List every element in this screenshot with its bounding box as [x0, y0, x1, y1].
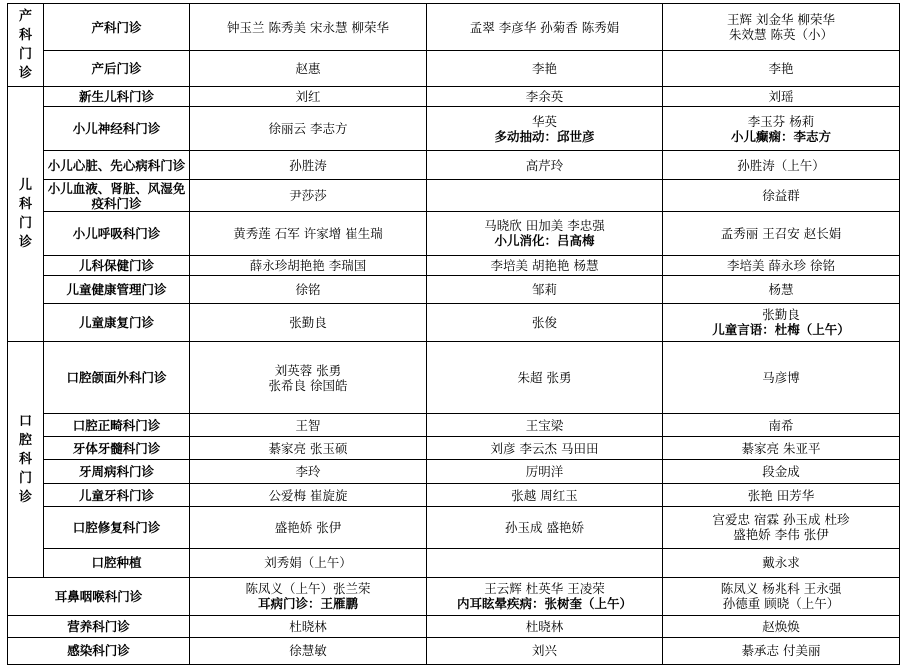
- doctor-cell-col2: [427, 615, 663, 637]
- doctor-cell-col1: [190, 637, 427, 664]
- table-row: [8, 414, 900, 437]
- doctor-line: 杜晓林: [525, 618, 564, 634]
- doctor-line: [429, 129, 660, 144]
- doctor-line: [429, 596, 660, 611]
- doctor-line: 孙德重 顾晓（上午）: [722, 596, 840, 612]
- doctor-line: 刘英蓉 张勇: [274, 362, 342, 378]
- doctor-cell-col2: [427, 211, 663, 255]
- doctor-cell-col2: [427, 107, 663, 151]
- table-row: [8, 637, 900, 664]
- doctor-line: 张希良 徐国皓: [268, 377, 348, 393]
- clinic-name: 儿童健康管理门诊: [44, 275, 190, 303]
- table-row: [8, 4, 900, 51]
- table-row: [8, 437, 900, 460]
- doctor-cell-col1: [190, 414, 427, 437]
- doctor-cell-col3: [663, 577, 900, 615]
- sub-clinic-doctors: 吕高梅: [557, 233, 595, 249]
- doctor-cell-col1: [190, 303, 427, 341]
- doctor-cell-col2: [427, 414, 663, 437]
- sub-clinic-doctors: 邱世彦: [557, 128, 595, 144]
- clinic-name: 新生儿科门诊: [44, 87, 190, 107]
- doctor-cell-col2: [427, 548, 663, 577]
- doctor-line: 綦家亮 朱亚平: [741, 440, 821, 456]
- doctor-cell-col2: [427, 460, 663, 484]
- table-row: [8, 87, 900, 107]
- doctor-cell-col2: [427, 87, 663, 107]
- doctor-cell-col1: [190, 507, 427, 548]
- clinic-name: 口腔种植: [44, 548, 190, 577]
- doctor-line: 刘兴: [531, 643, 557, 659]
- doctor-line: 朱效慧 陈英（小）: [729, 27, 833, 43]
- doctor-cell-col3: [663, 460, 900, 484]
- doctor-line: 李玉芬 杨莉: [747, 113, 815, 129]
- clinic-name: 小儿血液、肾脏、风湿免疫科门诊: [44, 180, 190, 211]
- doctor-cell-col1: [190, 151, 427, 180]
- sub-clinic-label: 小儿消化：: [494, 233, 557, 249]
- clinic-name: 口腔颌面外科门诊: [44, 341, 190, 413]
- doctor-line: 李余英: [525, 89, 564, 105]
- doctor-line: 徐益群: [762, 188, 800, 204]
- table-row: [8, 548, 900, 577]
- doctor-line: [429, 233, 660, 248]
- doctor-cell-col3: [663, 51, 900, 87]
- doctor-line: 华英: [531, 113, 557, 129]
- doctor-cell-col2: [427, 507, 663, 548]
- clinic-name: 产科门诊: [44, 4, 190, 51]
- department-name: 口腔科门诊: [18, 413, 32, 505]
- doctor-line: 綦承志 付美丽: [741, 643, 821, 659]
- doctor-cell-col2: [427, 51, 663, 87]
- doctor-line: 孙胜涛（上午）: [737, 157, 825, 173]
- doctor-cell-col2: [427, 255, 663, 275]
- doctor-cell-col1: [190, 615, 427, 637]
- doctor-line: 厉明洋: [525, 464, 564, 480]
- doctor-cell-col1: [190, 437, 427, 460]
- doctor-cell-col3: [663, 484, 900, 507]
- doctor-line: 高芹玲: [525, 157, 564, 173]
- doctor-line: [665, 322, 897, 337]
- doctor-line: 徐丽云 李志方: [268, 121, 348, 137]
- doctor-line: 刘秀娟（上午）: [264, 555, 352, 571]
- doctor-cell-col3: [663, 4, 900, 51]
- doctor-line: 杨慧: [768, 281, 794, 297]
- clinic-name: 牙体牙髓科门诊: [44, 437, 190, 460]
- doctor-line: 刘彦 李云杰 马田田: [490, 440, 599, 456]
- doctor-line: 南希: [768, 417, 794, 433]
- table-row: [8, 460, 900, 484]
- doctor-line: 薛永珍胡艳艳 李瑞国: [249, 257, 367, 273]
- doctor-line: 段金成: [762, 464, 800, 480]
- doctor-line: 黄秀莲 石军 许家增 崔生瑞: [233, 225, 383, 241]
- schedule-body: [8, 4, 900, 665]
- clinic-schedule-table: [7, 3, 900, 665]
- doctor-line: 徐慧敏: [289, 643, 327, 659]
- table-row: [8, 484, 900, 507]
- doctor-line: 赵焕焕: [762, 618, 800, 634]
- doctor-cell-col2: [427, 484, 663, 507]
- doctor-cell-col1: [190, 180, 427, 211]
- doctor-cell-col1: [190, 341, 427, 413]
- doctor-cell-col3: [663, 180, 900, 211]
- clinic-name: 小儿呼吸科门诊: [44, 211, 190, 255]
- doctor-line: 张越 周红玉: [511, 487, 578, 503]
- table-row: [8, 255, 900, 275]
- table-row: [8, 341, 900, 413]
- table-row: [8, 107, 900, 151]
- doctor-cell-col1: [190, 255, 427, 275]
- doctor-cell-col2: [427, 637, 663, 664]
- doctor-cell-col3: [663, 548, 900, 577]
- department-name: 产科门诊: [18, 9, 32, 82]
- sub-clinic-doctors: 王雁鹏: [320, 596, 359, 612]
- doctor-cell-col2: [427, 437, 663, 460]
- clinic-name: 营养科门诊: [8, 615, 190, 637]
- doctor-line: 盛艳娇 张伊: [274, 519, 342, 535]
- doctor-line: 钟玉兰 陈秀美 宋永慧 柳荣华: [227, 19, 389, 35]
- doctor-line: 公爱梅 崔旋旋: [268, 487, 348, 503]
- doctor-line: 陈凤义（上午）张兰荣: [245, 581, 371, 597]
- sub-clinic-label: 内耳眩晕疾病：: [456, 596, 545, 612]
- doctor-line: 王辉 刘金华 柳荣华: [727, 12, 835, 28]
- doctor-cell-col1: [190, 51, 427, 87]
- dept-stomatology-label: [8, 341, 44, 577]
- table-row: [8, 51, 900, 87]
- doctor-line: 张艳 田芳华: [747, 487, 815, 503]
- doctor-line: 李培美 薛永珍 徐铭: [727, 257, 835, 273]
- dept-pediatrics-label: [8, 87, 44, 342]
- doctor-cell-col1: [190, 4, 427, 51]
- doctor-cell-col3: [663, 275, 900, 303]
- doctor-cell-col2: [427, 341, 663, 413]
- doctor-cell-col3: [663, 211, 900, 255]
- doctor-cell-col3: [663, 255, 900, 275]
- dept-obstetrics-label: [8, 4, 44, 87]
- doctor-line: 孙胜涛: [289, 157, 327, 173]
- doctor-cell-col1: [190, 460, 427, 484]
- clinic-name: 小儿心脏、先心病科门诊: [44, 151, 190, 180]
- doctor-cell-col2: [427, 180, 663, 211]
- doctor-cell-col1: [190, 211, 427, 255]
- doctor-cell-col1: [190, 484, 427, 507]
- sub-clinic-label: 耳病门诊：: [257, 596, 321, 612]
- doctor-cell-col2: [427, 151, 663, 180]
- doctor-line: 尹莎莎: [289, 188, 327, 204]
- sub-clinic-doctors: 李志方: [793, 128, 832, 144]
- doctor-line: 邹莉: [531, 281, 557, 297]
- doctor-line: 王宝梁: [525, 417, 564, 433]
- doctor-cell-col3: [663, 87, 900, 107]
- doctor-line: 徐铭: [295, 281, 321, 297]
- doctor-cell-col3: [663, 637, 900, 664]
- table-row: [8, 275, 900, 303]
- sub-clinic-doctors: 杜梅（上午）: [774, 322, 850, 338]
- clinic-name: 产后门诊: [44, 51, 190, 87]
- doctor-line: 张勤良: [289, 314, 327, 330]
- doctor-cell-col1: [190, 87, 427, 107]
- department-name: 儿科门诊: [18, 178, 32, 251]
- doctor-cell-col1: [190, 275, 427, 303]
- sub-clinic-doctors: 张树奎（上午）: [544, 596, 633, 612]
- table-row: [8, 303, 900, 341]
- doctor-cell-col2: [427, 275, 663, 303]
- table-row: [8, 615, 900, 637]
- table-row: [8, 577, 900, 615]
- clinic-name: 儿童康复门诊: [44, 303, 190, 341]
- clinic-name: 小儿神经科门诊: [44, 107, 190, 151]
- doctor-cell-col1: [190, 577, 427, 615]
- doctor-cell-col1: [190, 548, 427, 577]
- doctor-line: 张勤良: [762, 307, 800, 323]
- doctor-line: 陈凤义 杨兆科 王永强: [720, 581, 842, 597]
- doctor-line: 李玲: [295, 464, 321, 480]
- doctor-line: 李艳: [531, 61, 557, 77]
- doctor-line: 宫爱忠 宿霖 孙玉成 杜珍: [712, 512, 850, 528]
- clinic-name: 口腔正畸科门诊: [44, 414, 190, 437]
- doctor-line: 马彦博: [762, 370, 800, 386]
- doctor-line: 孟秀丽 王召安 赵长娟: [720, 225, 842, 241]
- doctor-cell-col2: [427, 4, 663, 51]
- sub-clinic-label: 小儿癫痫：: [730, 128, 794, 144]
- doctor-cell-col2: [427, 577, 663, 615]
- doctor-line: 盛艳娇 李伟 张伊: [733, 527, 829, 543]
- doctor-line: 李艳: [768, 61, 794, 77]
- doctor-line: 綦家亮 张玉硕: [268, 440, 348, 456]
- table-row: [8, 211, 900, 255]
- clinic-name: 牙周病科门诊: [44, 460, 190, 484]
- doctor-cell-col3: [663, 414, 900, 437]
- doctor-line: 刘瑶: [768, 89, 794, 105]
- table-row: [8, 180, 900, 211]
- doctor-cell-col3: [663, 341, 900, 413]
- clinic-name: 耳鼻咽喉科门诊: [8, 577, 190, 615]
- doctor-cell-col3: [663, 107, 900, 151]
- doctor-cell-col2: [427, 303, 663, 341]
- clinic-name: 口腔修复科门诊: [44, 507, 190, 548]
- doctor-line: 马晓欣 田加美 李忠强: [484, 218, 605, 234]
- doctor-line: 赵惠: [295, 61, 321, 77]
- doctor-cell-col1: [190, 107, 427, 151]
- doctor-line: 朱超 张勇: [517, 370, 572, 386]
- doctor-line: 戴永求: [762, 555, 800, 571]
- doctor-cell-col3: [663, 507, 900, 548]
- doctor-line: 刘红: [295, 89, 321, 105]
- doctor-cell-col3: [663, 151, 900, 180]
- doctor-line: 孙玉成 盛艳娇: [505, 519, 584, 535]
- doctor-cell-col3: [663, 437, 900, 460]
- clinic-name: 儿科保健门诊: [44, 255, 190, 275]
- table-row: [8, 507, 900, 548]
- doctor-line: 杜晓林: [289, 618, 327, 634]
- doctor-line: 张俊: [531, 314, 557, 330]
- doctor-line: 王云辉 杜英华 王凌荣: [484, 581, 605, 597]
- table-row: [8, 151, 900, 180]
- doctor-line: 孟翠 李彦华 孙菊香 陈秀娟: [469, 19, 620, 35]
- doctor-line: 王智: [295, 417, 321, 433]
- sub-clinic-label: 多动抽动：: [494, 128, 557, 144]
- clinic-name: 感染科门诊: [8, 637, 190, 664]
- doctor-cell-col3: [663, 303, 900, 341]
- doctor-line: 李培美 胡艳艳 杨慧: [490, 257, 599, 273]
- sub-clinic-label: 儿童言语：: [712, 322, 775, 338]
- clinic-name: 儿童牙科门诊: [44, 484, 190, 507]
- doctor-line: [665, 129, 897, 144]
- doctor-cell-col3: [663, 615, 900, 637]
- doctor-line: [192, 596, 424, 611]
